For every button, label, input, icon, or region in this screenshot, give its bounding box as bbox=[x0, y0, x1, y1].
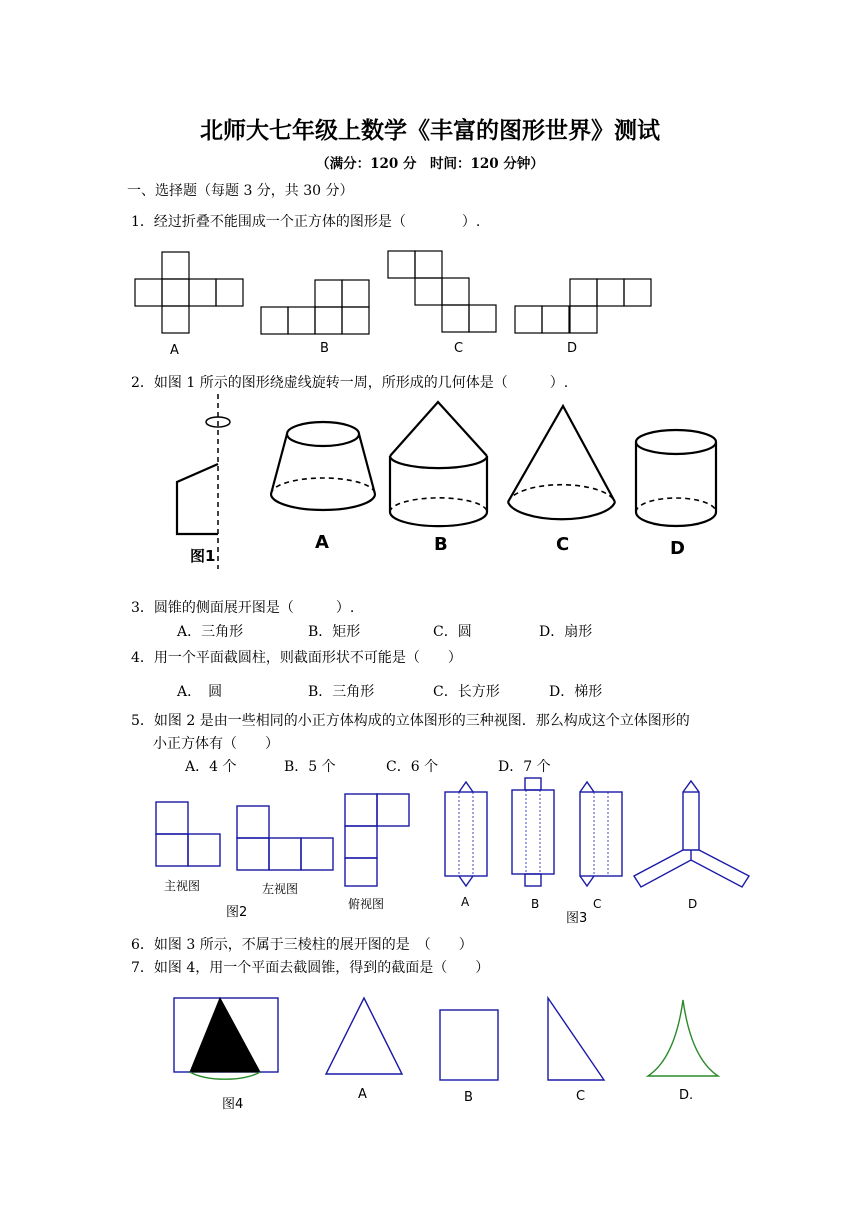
question-1-text: 1．经过折叠不能围成一个正方体的图形是（ ）. bbox=[131, 214, 481, 230]
question-5-text-line2: 小正方体有（ ） bbox=[153, 736, 279, 752]
q3-option-c: C．圆 bbox=[433, 624, 472, 640]
figure-4-label: 图4 bbox=[222, 1097, 244, 1112]
page-title: 北师大七年级上数学《丰富的图形世界》测试 bbox=[200, 118, 660, 144]
solid-b-cone-on-cylinder bbox=[390, 402, 487, 526]
q2-label-b: B bbox=[434, 534, 448, 555]
section-b-square bbox=[440, 1010, 498, 1080]
q5-option-a: A．4 个 bbox=[185, 759, 237, 775]
top-view-label: 俯视图 bbox=[348, 897, 385, 911]
q4-option-d: D．梯形 bbox=[549, 684, 603, 700]
q7-label-c: C bbox=[576, 1089, 586, 1104]
question-5-text-line1: 5．如图 2 是由一些相同的小正方体构成的立体图形的三种视图．那么构成这个立体图形的 bbox=[131, 713, 690, 729]
figure-3-label: 图3 bbox=[566, 911, 588, 926]
q6-label-d: D bbox=[688, 897, 698, 911]
q1-label-d: D bbox=[567, 341, 578, 356]
front-view-label: 主视图 bbox=[164, 879, 201, 893]
q4-option-a: A． 圆 bbox=[177, 684, 223, 700]
page-subtitle: （满分：120 分 时间：120 分钟） bbox=[316, 156, 544, 172]
left-view-label: 左视图 bbox=[262, 882, 299, 896]
q7-label-d: D. bbox=[679, 1088, 694, 1103]
solid-c-cone bbox=[508, 406, 615, 519]
q7-cone-sections-figure bbox=[170, 994, 730, 1094]
front-view bbox=[156, 802, 220, 866]
net-a bbox=[135, 252, 243, 333]
q3-option-b: B．矩形 bbox=[308, 624, 361, 640]
q1-cube-nets-figure bbox=[130, 246, 670, 376]
figure-1-shape bbox=[177, 394, 230, 569]
question-4-text: 4．用一个平面截圆柱，则截面形状不可能是（ ） bbox=[131, 650, 462, 666]
q5-option-d: D．7 个 bbox=[498, 759, 551, 775]
top-view bbox=[345, 794, 409, 886]
q3-option-d: D．扇形 bbox=[539, 624, 593, 640]
section-c-right-triangle bbox=[548, 998, 604, 1080]
question-6-text: 6．如图 3 所示，不属于三棱柱的展开图的是 （ ） bbox=[131, 937, 473, 953]
prism-net-c bbox=[580, 782, 622, 886]
question-2-text: 2．如图 1 所示的图形绕虚线旋转一周，所形成的几何体是（ ）. bbox=[131, 375, 569, 391]
q2-label-d: D bbox=[670, 538, 685, 559]
q3-option-a: A．三角形 bbox=[177, 624, 244, 640]
q5-option-c: C．6 个 bbox=[386, 759, 439, 775]
figure-2-label: 图2 bbox=[226, 905, 248, 920]
q6-label-a: A bbox=[461, 895, 470, 909]
left-view bbox=[237, 806, 333, 870]
net-d bbox=[515, 279, 651, 333]
prism-net-b bbox=[512, 778, 554, 886]
q4-option-b: B．三角形 bbox=[308, 684, 375, 700]
q6-label-b: B bbox=[531, 897, 540, 911]
q5-option-b: B．5 个 bbox=[284, 759, 336, 775]
prism-net-d bbox=[634, 781, 749, 887]
section-a-triangle bbox=[326, 998, 402, 1074]
q2-label-a: A bbox=[315, 532, 329, 553]
section-heading: 一、选择题（每题 3 分，共 30 分） bbox=[127, 183, 354, 199]
question-3-text: 3．圆锥的侧面展开图是（ ）. bbox=[131, 600, 355, 616]
figure-4-shape bbox=[174, 998, 278, 1079]
solid-d-cylinder bbox=[636, 430, 716, 526]
prism-net-a bbox=[445, 782, 487, 886]
solid-a-frustum bbox=[271, 422, 375, 510]
net-b bbox=[261, 280, 369, 334]
q1-label-a: A bbox=[170, 343, 179, 358]
net-c bbox=[388, 251, 496, 332]
figure-1-label: 图1 bbox=[190, 547, 216, 565]
q7-label-b: B bbox=[464, 1090, 473, 1105]
question-7-text: 7．如图 4，用一个平面去截圆锥，得到的截面是（ ） bbox=[131, 960, 490, 976]
q7-label-a: A bbox=[358, 1087, 367, 1102]
q2-label-c: C bbox=[556, 534, 570, 555]
q1-label-b: B bbox=[320, 341, 329, 356]
q6-label-c: C bbox=[593, 897, 602, 911]
q1-label-c: C bbox=[454, 341, 464, 356]
section-d-hyperbolic-shape bbox=[648, 1000, 718, 1076]
q4-option-c: C．长方形 bbox=[433, 684, 500, 700]
